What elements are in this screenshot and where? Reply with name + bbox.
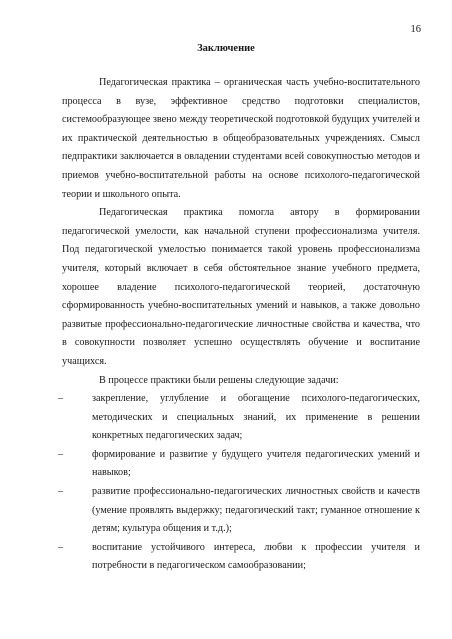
section-heading: Заключение <box>197 43 255 54</box>
list-item <box>58 390 420 446</box>
list-item-text: закрепление, углубление и обогащение психолого-педагогических, методических и специальных знаний, их применение в решении конкретных педагогических задач; <box>92 393 420 442</box>
list-item <box>58 446 420 483</box>
paragraph-3: В процессе практики были решены следующие задачи: <box>99 374 339 386</box>
list-item <box>58 539 420 576</box>
document-body <box>58 74 420 576</box>
list-bullet: – <box>58 448 64 460</box>
paragraph-2: Педагогическая практика помогла автору в формировании педагогической умелости, как начальной ступени профессионализма учителя. Под педагогической умелостью понимается такой уровень профессионализма учителя, который включает в себя обстоятельное знание учебного предмета, хорошее владение психолого-педагогической теорией, достаточную сформированность учебно-воспитательных умений и навыков, а также довольно развитые профессионально-педагогические личностные свойства и качества, что в совокупности позволяет успешно осуществлять обучение и воспитание учащихся. <box>62 207 420 367</box>
task-list <box>58 390 420 576</box>
page-number: 16 <box>410 24 421 35</box>
list-bullet: – <box>58 393 64 405</box>
list-bullet: – <box>58 541 64 553</box>
paragraph-1: Педагогическая практика – органическая часть учебно-воспитательного процесса в вузе, эффективное средство подготовки специалистов, системообразующее звено между теоретической подготовкой будущих учителей и их практической деятельностью в общеобразовательных учреждениях. Смысл педпрактики заключается в овладении студентами всей совокупностью методов и приемов учебно-воспитательной работы на основе психолого-педагогической теории и школьного опыта. <box>62 77 420 200</box>
list-item-text: развитие профессионально-педагогических личностных свойств и качеств (умение проявлять выдержку; педагогический такт; гуманное отношение к детям; культура общения и т.д.); <box>92 486 420 535</box>
list-item-text: воспитание устойчивого интереса, любви к профессии учителя и потребности в педагогическом самообразовании; <box>92 541 420 572</box>
list-item-text: формирование и развитие у будущего учителя педагогических умений и навыков; <box>92 448 420 479</box>
list-item <box>58 483 420 539</box>
list-bullet: – <box>58 486 64 498</box>
